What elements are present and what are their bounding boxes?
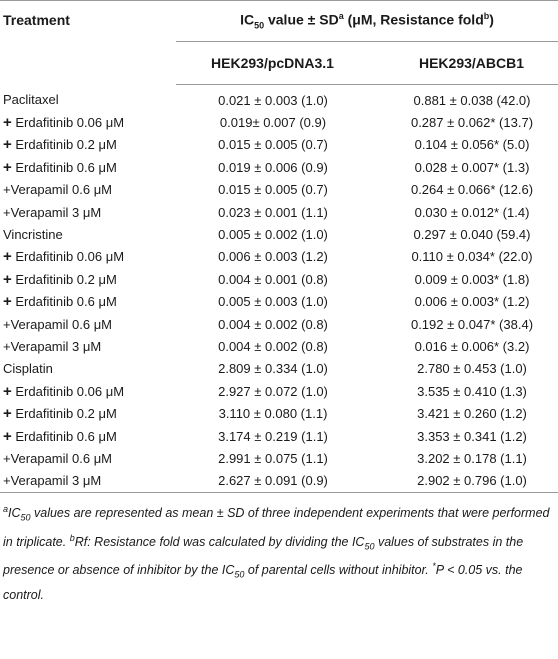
value-abcb1-cell: 0.264 ± 0.066* (12.6) [410, 182, 534, 198]
value-abcb1-cell: 3.421 ± 0.260 (1.2) [417, 406, 527, 422]
treatment-cell [0, 470, 176, 493]
treatment-cell [0, 335, 176, 357]
value-abcb1-cell: 0.110 ± 0.034* (22.0) [411, 249, 533, 265]
value-pcdna-cell: 2.991 ± 0.075 (1.1) [218, 450, 328, 466]
treatment-cell [0, 313, 176, 335]
value-pcdna-cell: 3.174 ± 0.219 (1.1) [218, 428, 328, 444]
treatment-cell [0, 179, 176, 201]
plus-sign: + [3, 114, 12, 132]
value-abcb1-cell: 0.009 ± 0.003* (1.8) [414, 271, 530, 287]
col-header-abcb1: HEK293/ABCB1 [346, 42, 558, 85]
value-pcdna-cell: 2.809 ± 0.334 (1.0) [218, 361, 328, 377]
treatment-cell [0, 111, 176, 133]
value-abcb1-cell: 0.104 ± 0.056* (5.0) [414, 137, 530, 153]
treatment-label: Erdafitinib 0.2 μM [11, 137, 117, 153]
treatment-label: Erdafitinib 0.6 μM [11, 294, 117, 310]
treatment-label: Erdafitinib 0.6 μM [11, 428, 117, 444]
treatment-label: Erdafitinib 0.2 μM [11, 406, 117, 422]
plus-sign: + [3, 405, 12, 423]
value-abcb1-cell: 0.016 ± 0.006* (3.2) [414, 338, 530, 354]
treatment-label: +Verapamil 3 μM [3, 204, 102, 220]
col-header-pcdna: HEK293/pcDNA3.1 [176, 42, 346, 85]
value-pcdna-cell: 3.110 ± 0.080 (1.1) [218, 406, 328, 422]
value-pcdna-cell: 0.005 ± 0.003 (1.0) [218, 294, 328, 310]
value-pcdna-cell: 2.927 ± 0.072 (1.0) [218, 383, 328, 399]
table-row [0, 402, 558, 424]
treatment-label: +Verapamil 0.6 μM [3, 182, 113, 198]
treatment-label: Cisplatin [3, 361, 53, 377]
treatment-cell [0, 246, 176, 268]
treatment-cell [0, 134, 176, 156]
plus-sign: + [3, 293, 12, 311]
treatment-cell [0, 358, 176, 380]
treatment-cell [0, 223, 176, 245]
treatment-label: +Verapamil 0.6 μM [3, 450, 113, 466]
value-abcb1-cell: 0.030 ± 0.012* (1.4) [414, 204, 530, 220]
ic50-group-header: $IC_{50}$ value ± $SD^a$ (μM, Resistance fold$^b$) [176, 1, 558, 42]
value-pcdna-cell: 0.004 ± 0.002 (0.8) [218, 316, 328, 332]
table-row [0, 291, 558, 313]
table-body [0, 85, 558, 493]
value-abcb1-cell: 2.780 ± 0.453 (1.0) [417, 361, 527, 377]
table-row [0, 111, 558, 133]
value-abcb1-cell: 3.202 ± 0.178 (1.1) [417, 450, 527, 466]
value-pcdna-cell: 0.019± 0.007 (0.9) [219, 115, 327, 131]
treatment-cell [0, 201, 176, 223]
table-row [0, 201, 558, 223]
treatment-header: Treatment [3, 12, 70, 28]
treatment-cell [0, 156, 176, 178]
treatment-label: +Verapamil 0.6 μM [3, 316, 113, 332]
table-row [0, 223, 558, 245]
table-row [0, 85, 558, 112]
treatment-cell [0, 85, 176, 112]
value-abcb1-cell: 2.902 ± 0.796 (1.0) [346, 470, 558, 493]
plus-sign: + [3, 427, 12, 445]
table-footnotes: $^aIC_{50}$ values are represented as mean ± SD of three independent experiments that were performed in triplicate. $^b$Rf: Resistance fold was calculated by dividing the $IC_{50}$ values of substrates in the presence or absence of inhibitor by the $IC_{50}$ of parental cells without inhibitor. *P < 0.05 vs. the control. [3, 504, 550, 602]
value-abcb1-cell: 0.028 ± 0.007* (1.3) [414, 159, 530, 175]
table-row [0, 313, 558, 335]
value-abcb1-cell: 0.006 ± 0.003* (1.2) [414, 294, 530, 310]
value-pcdna-cell: 0.023 ± 0.001 (1.1) [218, 204, 328, 220]
treatment-label: Erdafitinib 0.06 μM [11, 115, 125, 131]
plus-sign: + [3, 382, 12, 400]
treatment-label: Vincristine [3, 227, 63, 243]
value-pcdna-cell: 0.005 ± 0.002 (1.0) [218, 227, 328, 243]
plus-sign: + [3, 248, 12, 266]
plus-sign: + [3, 158, 12, 176]
value-abcb1-cell: 3.535 ± 0.410 (1.3) [417, 383, 527, 399]
treatment-label: +Verapamil 3 μM [3, 473, 102, 489]
table-row [0, 380, 558, 402]
header-row-top [0, 1, 558, 42]
value-pcdna-cell: 0.015 ± 0.005 (0.7) [218, 182, 328, 198]
treatment-cell [0, 291, 176, 313]
plus-sign: + [3, 270, 12, 288]
table-row [0, 246, 558, 268]
treatment-cell [0, 380, 176, 402]
value-pcdna-cell: 0.021 ± 0.003 (1.0) [218, 92, 328, 108]
value-abcb1-cell: 0.881 ± 0.038 (42.0) [413, 92, 531, 108]
treatment-label: Erdafitinib 0.2 μM [11, 271, 117, 287]
treatment-cell [0, 425, 176, 447]
treatment-label: Paclitaxel [3, 92, 59, 108]
table-row [0, 358, 558, 380]
table-row [0, 335, 558, 357]
table-row [0, 268, 558, 290]
treatment-label: Erdafitinib 0.06 μM [11, 249, 125, 265]
treatment-cell [0, 268, 176, 290]
value-abcb1-cell: 3.353 ± 0.341 (1.2) [417, 428, 527, 444]
table-row [0, 179, 558, 201]
treatment-label: Erdafitinib 0.6 μM [11, 159, 117, 175]
treatment-cell [0, 447, 176, 469]
table-row [0, 470, 558, 493]
treatment-label: +Verapamil 3 μM [3, 338, 102, 354]
value-abcb1-cell: 0.192 ± 0.047* (38.4) [410, 316, 534, 332]
table-row [0, 134, 558, 156]
plus-sign: + [3, 136, 12, 154]
table-row [0, 425, 558, 447]
value-pcdna-cell: 0.004 ± 0.002 (0.8) [218, 338, 328, 354]
value-pcdna-cell: 2.627 ± 0.091 (0.9) [176, 470, 346, 493]
value-pcdna-cell: 0.015 ± 0.005 (0.7) [218, 137, 328, 153]
table-row [0, 447, 558, 469]
value-pcdna-cell: 0.004 ± 0.001 (0.8) [218, 271, 328, 287]
value-abcb1-cell: 0.287 ± 0.062* (13.7) [410, 115, 534, 131]
value-pcdna-cell: 0.006 ± 0.003 (1.2) [218, 249, 328, 265]
treatment-label: Erdafitinib 0.06 μM [11, 383, 125, 399]
table-row [0, 156, 558, 178]
treatment-cell [0, 402, 176, 424]
value-pcdna-cell: 0.019 ± 0.006 (0.9) [218, 159, 328, 175]
value-abcb1-cell: 0.297 ± 0.040 (59.4) [413, 227, 531, 243]
